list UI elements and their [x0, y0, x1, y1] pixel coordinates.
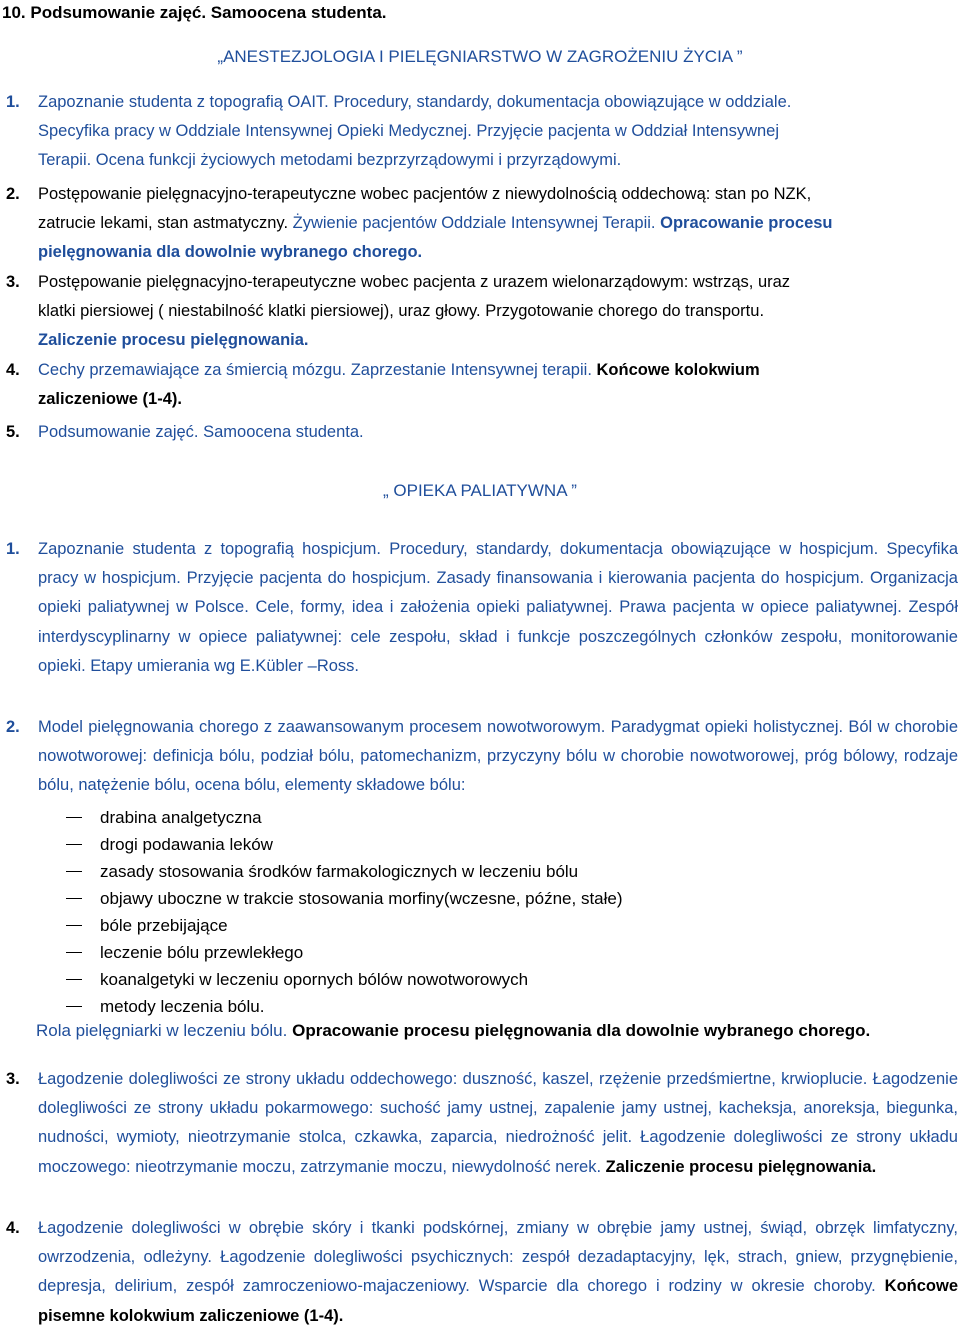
- item-line: Zapoznanie studenta z topografią OAIT. Procedury, standardy, dokumentacja obowiązujące w oddziale.: [38, 93, 792, 111]
- item-line-bold: zaliczeniowe (1-4).: [38, 390, 182, 409]
- item-paragraph: Łagodzenie dolegliwości ze strony układu oddechowego: duszność, kaszel, rzężenie przedśmiertne, krwioplucie. Łagodzenie dolegliwości ze strony układu pokarmowego: suchość jamy ustnej, zapalenie jamy ustnej, kacheksja, anoreksja, biegunka, nudności, wymioty, nieotrzymanie stolca, czkawka, zaparcia, niedrożność jelit. Łagodzenie dolegliwości ze strony układu moczowego: nieotrzymanie moczu, zatrzymanie moczu, niewydolność nerek. Zaliczenie procesu pielęgnowania.: [38, 1070, 958, 1176]
- section-title-palliative: „ OPIEKA PALIATYWNA ”: [383, 481, 577, 500]
- palliative-item-1: [0, 535, 960, 681]
- palliative-item-2: [0, 713, 960, 801]
- item-number: 2.: [6, 718, 20, 736]
- item-paragraph: Łagodzenie dolegliwości w obrębie skóry i tkanki podskórnej, zmiany w obrębie jamy ustnej, świąd, obrzęk limfatyczny, owrzodzenia, odleżyny. Łagodzenie dolegliwości psychicznych: zespół dezadaptacyjny, lęk, strach, gniew, przygnębienie, depresja, delirium, zespół zamroczeniowo-majaczeniowy. Wsparcie dla chorego i rodziny w okresie choroby. Końcowe pisemne kolokwium zaliczeniowe (1-4).: [38, 1219, 958, 1325]
- item-number: 5.: [6, 423, 20, 441]
- list-item: bóle przebijające: [0, 912, 960, 939]
- section-title-anesthesiology: „ANESTEZJOLOGIA I PIELĘGNIARSTWO W ZAGROŻENIU ŻYCIA ”: [217, 47, 743, 66]
- item-number: 3.: [6, 1070, 20, 1088]
- item-number: 4.: [6, 361, 20, 379]
- item-number: 3.: [6, 273, 20, 291]
- list-item: drogi podawania leków: [0, 831, 960, 858]
- item-text-bold: Końcowe pisemne kolokwium zaliczeniowe (1-4).: [38, 1277, 958, 1325]
- item-text-bold: Zaliczenie procesu pielęgnowania.: [605, 1157, 877, 1176]
- palliative-item-3: [0, 1065, 960, 1182]
- dash-bullet-icon: [66, 898, 82, 899]
- item-number: 4.: [6, 1219, 20, 1237]
- dash-bullet-icon: [66, 871, 82, 872]
- item-text-bold: Opracowanie procesu: [660, 214, 833, 233]
- item-text-blue: Cechy przemawiające za śmiercią mózgu. Zaprzestanie Intensywnej terapii.: [38, 361, 597, 379]
- item-line-bold: Zaliczenie procesu pielęgnowania.: [38, 331, 309, 350]
- item-line: klatki piersiowej ( niestabilność klatki piersiowej), uraz głowy. Przygotowanie chorego do transportu.: [38, 302, 765, 321]
- anest-item-4: [0, 356, 960, 414]
- item-line: Postępowanie pielęgnacyjno-terapeutyczne wobec pacjentów z niewydolnością oddechową: stan po NZK,: [38, 185, 812, 203]
- anest-item-5: [0, 418, 960, 447]
- item-line: Specyfika pracy w Oddziale Intensywnej Opieki Medycznej. Przyjęcie pacjenta w Oddział Intensywnej: [38, 122, 780, 141]
- item-line: Postępowanie pielęgnacyjno-terapeutyczne wobec pacjenta z urazem wielonarządowym: wstrząs, uraz: [38, 273, 791, 291]
- item-line-bold: pielęgnowania dla dowolnie wybranego chorego.: [38, 243, 423, 262]
- list-item: metody leczenia bólu.: [0, 993, 960, 1020]
- anest-item-2: [0, 180, 960, 268]
- dash-bullet-icon: [66, 979, 82, 980]
- item-number: 2.: [6, 185, 20, 203]
- list-item: koanalgetyki w leczeniu opornych bólów nowotworowych: [0, 966, 960, 993]
- item-number: 1.: [6, 540, 20, 558]
- item-text-blue: Żywienie pacjentów Oddziale Intensywnej Terapii.: [292, 214, 661, 233]
- item-paragraph: Model pielęgnowania chorego z zaawansowanym procesem nowotworowym. Paradygmat opieki holistycznej. Ból w chorobie nowotworowej: definicja bólu, podział bólu, patomechanizm, przyczyny bólu w chorobie nowotworowej, próg bólowy, rodzaje bólu, natężenie bólu, ocena bólu, elementy składowe bólu:: [38, 718, 958, 795]
- item-line: Terapii. Ocena funkcji życiowych metodami bezprzyrządowymi i przyrządowymi.: [38, 151, 622, 170]
- list-item: objawy uboczne w trakcie stosowania morfiny(wczesne, późne, stałe): [0, 885, 960, 912]
- dash-bullet-icon: [66, 952, 82, 953]
- palliative-item-4: [0, 1214, 960, 1331]
- dash-bullet-icon: [66, 844, 82, 845]
- item-text-blue: Rola pielęgniarki w leczeniu bólu.: [36, 1021, 293, 1040]
- nurse-role-line: [36, 1016, 870, 1045]
- dash-bullet-icon: [66, 817, 82, 818]
- item-number: 1.: [6, 93, 20, 111]
- anest-item-1: [0, 88, 960, 176]
- anest-item-3: [0, 268, 960, 356]
- item-text-bold: Końcowe kolokwium: [596, 361, 760, 379]
- pain-elements-list: [0, 804, 960, 1020]
- item-line: Podsumowanie zajęć. Samoocena studenta.: [38, 423, 364, 441]
- item-text-bold: Opracowanie procesu pielęgnowania dla dowolnie wybranego chorego.: [292, 1021, 871, 1040]
- item-paragraph: Zapoznanie studenta z topografią hospicjum. Procedury, standardy, dokumentacja obowiązujące w hospicjum. Specyfika pracy w hospicjum. Przyjęcie pacjenta do hospicjum. Zasady finansowania i kierowania pacjenta do hospicjum. Organizacja opieki paliatywnej w Polsce. Cele, formy, idea i założenia opieki paliatywnej. Prawa pacjenta w opiece paliatywnej. Zespół interdyscyplinarny w opiece paliatywnej: cele zespołu, skład i funkcje poszczególnych członków zespołu, monitorowanie opieki. Etapy umierania wg E.Kübler –Ross.: [38, 540, 958, 675]
- list-item: leczenie bólu przewlekłego: [0, 939, 960, 966]
- dash-bullet-icon: [66, 1006, 82, 1007]
- list-item: drabina analgetyczna: [0, 804, 960, 831]
- list-item: zasady stosowania środków farmakologicznych w leczeniu bólu: [0, 858, 960, 885]
- item-text: zatrucie lekami, stan astmatyczny.: [38, 214, 293, 233]
- item-10-summary: 10. Podsumowanie zajęć. Samoocena studenta.: [2, 3, 387, 22]
- dash-bullet-icon: [66, 925, 82, 926]
